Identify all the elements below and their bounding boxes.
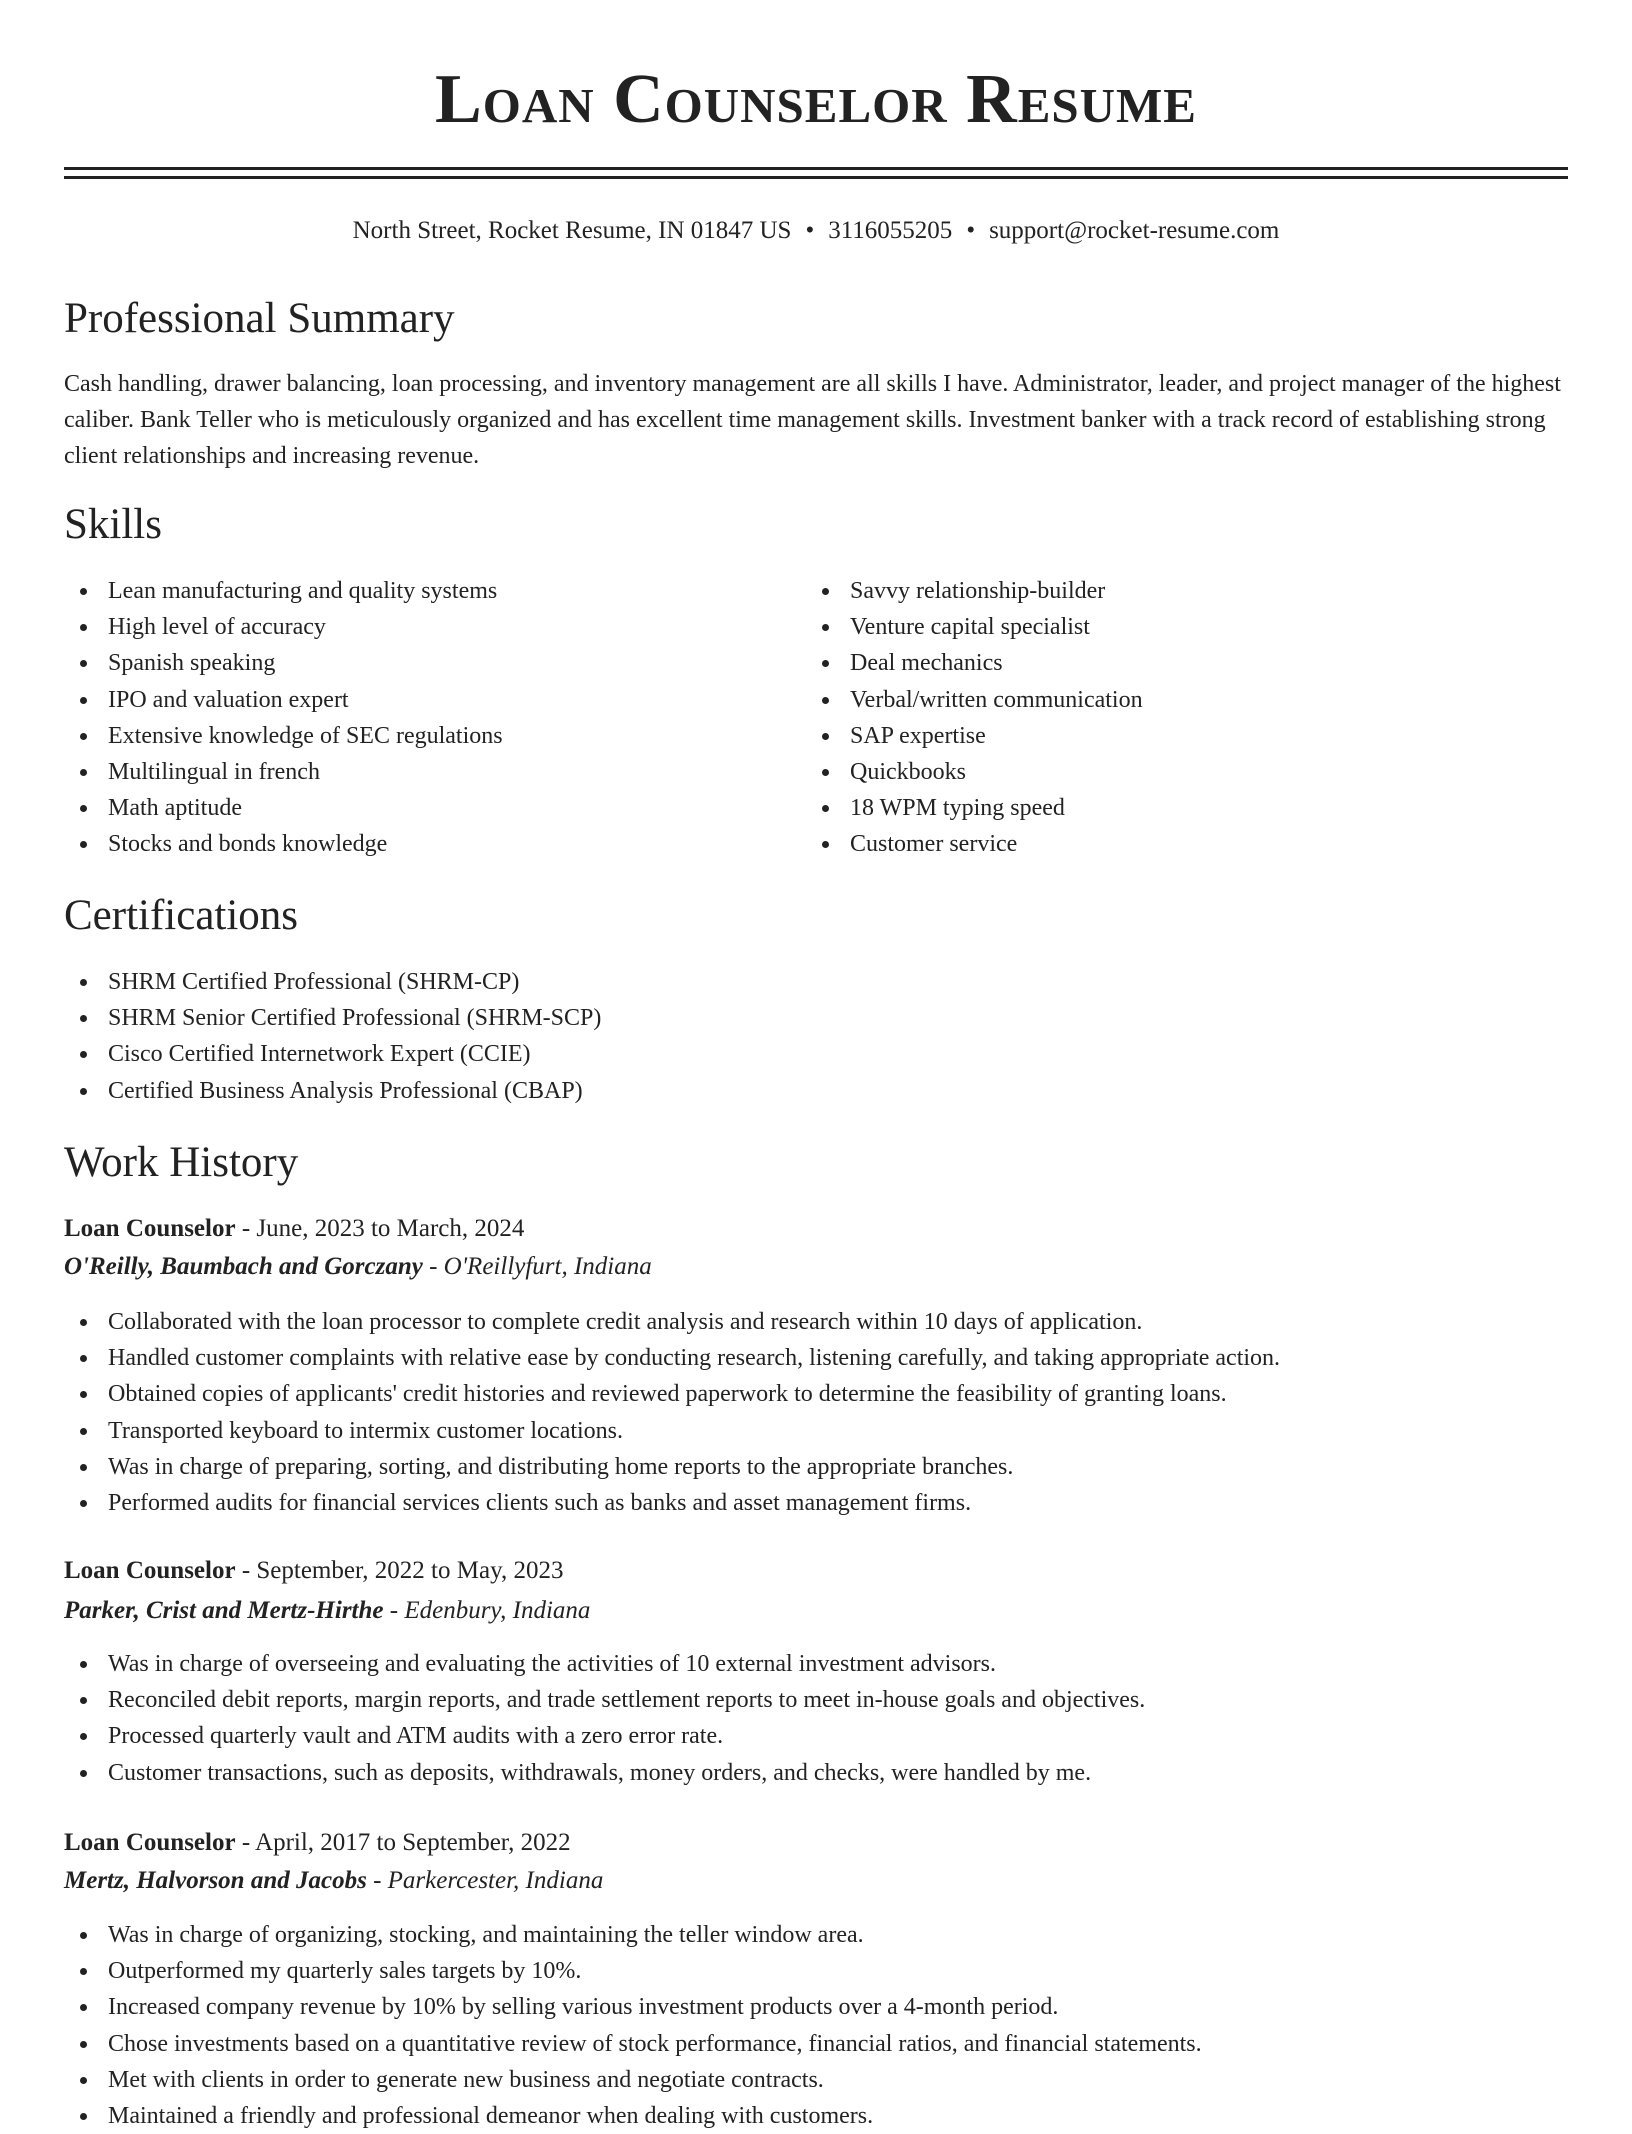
job-bullet: Maintained a friendly and professional demeanor when dealing with customers. — [64, 2098, 1202, 2134]
job-company: Parker, Crist and Mertz-Hirthe — [64, 1597, 384, 1624]
skill-item: Spanish speaking — [64, 645, 503, 681]
job-dates: - September, 2022 to May, 2023 — [235, 1557, 564, 1584]
job-bullet: Reconciled debit reports, margin reports, and trade settlement reports to meet in-house goals and objectives. — [64, 1682, 1145, 1718]
job-bullet: Was in charge of overseeing and evaluating the activities of 10 external investment advisors. — [64, 1646, 1145, 1682]
skill-item: Quickbooks — [806, 754, 1143, 790]
contact-separator: • — [805, 217, 815, 244]
job-bullet: Outperformed my quarterly sales targets by 10%. — [64, 1953, 1202, 1989]
skill-item: Math aptitude — [64, 790, 503, 826]
skill-item: Verbal/written communication — [806, 682, 1143, 718]
skill-item: Venture capital specialist — [806, 609, 1143, 645]
contact-address: North Street, Rocket Resume, IN 01847 US — [352, 217, 792, 244]
skill-item: SAP expertise — [806, 718, 1143, 754]
skill-item: Extensive knowledge of SEC regulations — [64, 718, 503, 754]
certification-item: SHRM Senior Certified Professional (SHRM-SCP) — [64, 1000, 601, 1036]
skill-item: Customer service — [806, 826, 1143, 862]
job-company: O'Reilly, Baumbach and Gorczany — [64, 1253, 423, 1280]
job-company-line — [64, 1863, 603, 1899]
job-bullets — [64, 1304, 1280, 1521]
skill-item: Deal mechanics — [806, 645, 1143, 681]
job-company-line — [64, 1593, 590, 1629]
certifications-list — [64, 964, 601, 1109]
job-location: - Edenbury, Indiana — [383, 1597, 591, 1624]
contact-phone: 3116055205 — [828, 217, 953, 244]
job-bullet: Was in charge of preparing, sorting, and distributing home reports to the appropriate branches. — [64, 1449, 1280, 1485]
skills-heading: Skills — [64, 501, 162, 548]
job-bullet: Obtained copies of applicants' credit histories and reviewed paperwork to determine the feasibility of granting loans. — [64, 1376, 1280, 1412]
job-bullet: Collaborated with the loan processor to complete credit analysis and research within 10 days of application. — [64, 1304, 1280, 1340]
job-role: Loan Counselor — [64, 1557, 236, 1584]
job-company: Mertz, Halvorson and Jacobs — [64, 1867, 367, 1894]
contact-line — [64, 214, 1568, 248]
skill-item: High level of accuracy — [64, 609, 503, 645]
contact-separator: • — [966, 217, 976, 244]
job-role: Loan Counselor — [64, 1829, 236, 1856]
title-divider-bottom — [64, 176, 1568, 179]
skill-item: 18 WPM typing speed — [806, 790, 1143, 826]
certification-item: Cisco Certified Internetwork Expert (CCIE) — [64, 1036, 601, 1072]
certification-item: SHRM Certified Professional (SHRM-CP) — [64, 964, 601, 1000]
job-bullet: Transported keyboard to intermix customer locations. — [64, 1413, 1280, 1449]
summary-heading: Professional Summary — [64, 295, 455, 342]
certification-item: Certified Business Analysis Professional (CBAP) — [64, 1073, 601, 1109]
skill-item: Lean manufacturing and quality systems — [64, 573, 503, 609]
summary-text: Cash handling, drawer balancing, loan processing, and inventory management are all skills I have. Administrator, leader, and project manager of the highest caliber. Bank Teller who is meticulously organized and has excellent time management skills. Investment banker with a track record of establishing strong client relationships and increasing revenue. — [64, 371, 1561, 469]
job-bullet: Met with clients in order to generate new business and negotiate contracts. — [64, 2062, 1202, 2098]
job-bullet: Customer transactions, such as deposits, withdrawals, money orders, and checks, were handled by me. — [64, 1755, 1145, 1791]
job-bullets — [64, 1646, 1145, 1791]
skill-item: IPO and valuation expert — [64, 682, 503, 718]
skill-item: Multilingual in french — [64, 754, 503, 790]
skills-list-left — [64, 573, 503, 863]
job-location: - O'Reillyfurt, Indiana — [422, 1253, 652, 1280]
job-role: Loan Counselor — [64, 1215, 236, 1242]
job-bullet: Performed audits for financial services clients such as banks and asset management firms. — [64, 1485, 1280, 1521]
job-dates: - April, 2017 to September, 2022 — [235, 1829, 571, 1856]
job-bullet: Handled customer complaints with relative ease by conducting research, listening carefully, and taking appropriate action. — [64, 1340, 1280, 1376]
job-bullet: Increased company revenue by 10% by selling various investment products over a 4-month period. — [64, 1989, 1202, 2025]
job-bullet: Was in charge of organizing, stocking, and maintaining the teller window area. — [64, 1917, 1202, 1953]
job-bullet: Processed quarterly vault and ATM audits with a zero error rate. — [64, 1718, 1145, 1754]
job-location: - Parkercester, Indiana — [366, 1867, 604, 1894]
job-title-line — [64, 1211, 524, 1247]
job-dates: - June, 2023 to March, 2024 — [235, 1215, 525, 1242]
skills-list-right — [806, 573, 1143, 863]
skill-item: Stocks and bonds knowledge — [64, 826, 503, 862]
job-title-line — [64, 1553, 563, 1589]
title-divider-top — [64, 167, 1568, 170]
job-company-line — [64, 1249, 652, 1285]
job-title-line — [64, 1825, 571, 1861]
job-bullet: Chose investments based on a quantitative review of stock performance, financial ratios, and financial statements. — [64, 2026, 1202, 2062]
contact-email: support@rocket-resume.com — [989, 217, 1280, 244]
certifications-heading: Certifications — [64, 892, 299, 939]
skill-item: Savvy relationship-builder — [806, 573, 1143, 609]
job-bullets — [64, 1917, 1202, 2134]
resume-title: Loan Counselor Resume — [435, 61, 1197, 138]
work-history-heading: Work History — [64, 1139, 299, 1186]
